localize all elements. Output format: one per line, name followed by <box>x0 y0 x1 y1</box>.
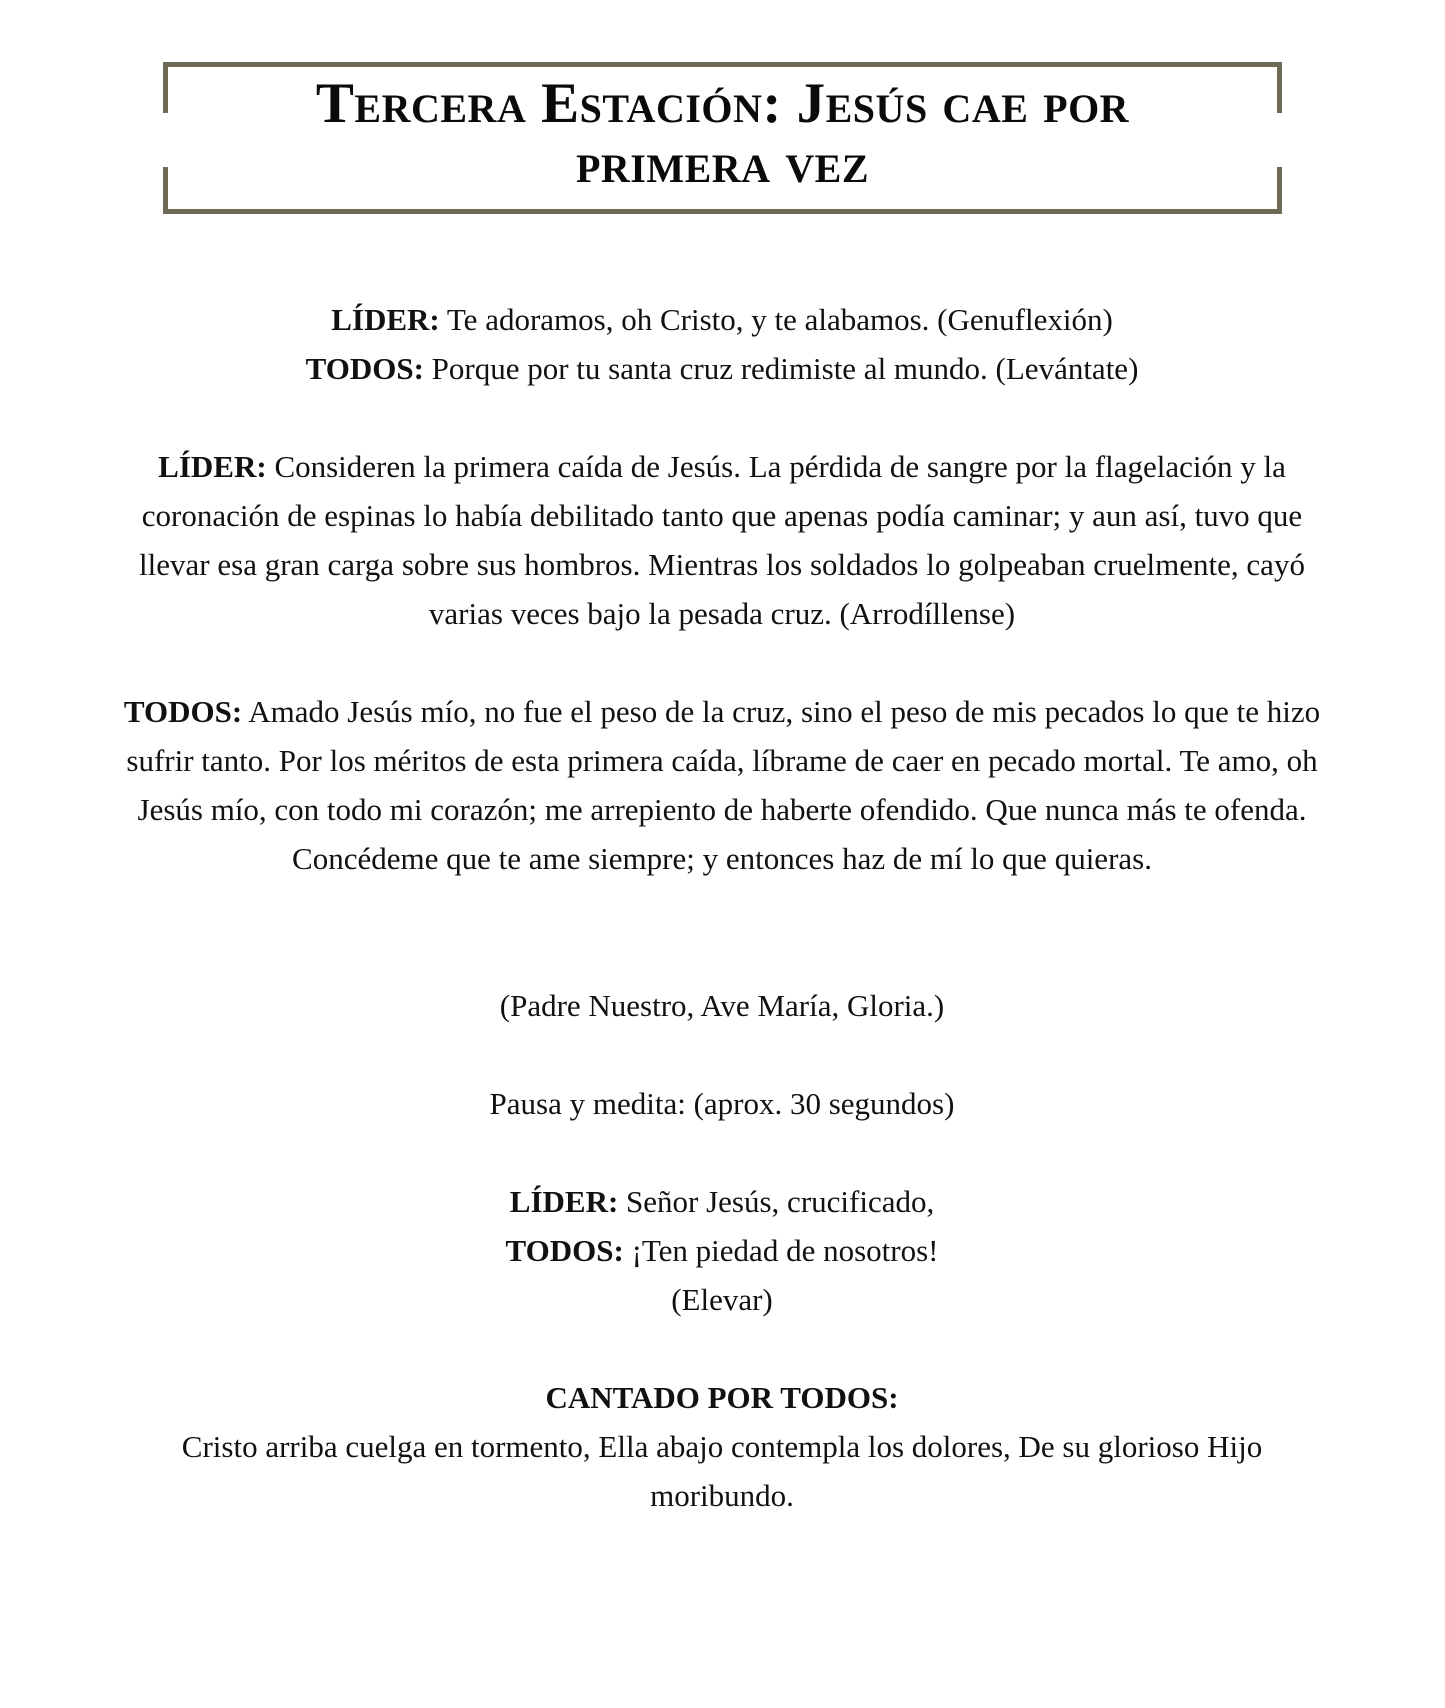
opening-all-text: Porque por tu santa cruz redimiste al mundo. (Levántate) <box>423 351 1139 386</box>
prayer-paragraph <box>122 687 1322 883</box>
all-label: TODOS: <box>123 694 243 729</box>
closing-all-text: ¡Ten piedad de nosotros! <box>623 1233 939 1268</box>
page-title-line-2: primera vez <box>575 132 870 195</box>
hymn-block <box>122 1373 1322 1520</box>
page-title <box>163 74 1282 194</box>
page-title-line-1: Tercera Estación: Jesús cae por <box>315 72 1130 135</box>
closing-leader-line <box>122 1177 1322 1226</box>
closing-instruction: (Elevar) <box>671 1282 773 1317</box>
station-content <box>122 295 1322 1569</box>
title-frame <box>163 62 1282 214</box>
leader-label: LÍDER: <box>331 302 440 337</box>
pause-note: Pausa y medita: (aprox. 30 segundos) <box>489 1086 955 1121</box>
opening-versicle <box>122 295 1322 393</box>
prayers-note: (Padre Nuestro, Ave María, Gloria.) <box>499 988 945 1023</box>
leader-label: LÍDER: <box>509 1184 619 1219</box>
meditation-paragraph <box>122 442 1322 638</box>
opening-all-line <box>122 344 1322 393</box>
frame-bottom-border <box>163 209 1282 214</box>
frame-top-border <box>163 62 1282 67</box>
opening-leader-line <box>122 295 1322 344</box>
meditation-text: Consideren la primera caída de Jesús. La pérdida de sangre por la flagelación y la coronación de espinas lo había debilitado tanto que apenas podía caminar; y aun así, tuvo que llevar esa gran carga sobre sus hombros. Mientras los soldados lo golpeaban cruelmente, cayó varias veces bajo la pesada cruz. (Arrodíllense) <box>139 449 1305 631</box>
closing-all-line <box>122 1226 1322 1275</box>
leader-label: LÍDER: <box>158 449 267 484</box>
prayer-text: Amado Jesús mío, no fue el peso de la cruz, sino el peso de mis pecados lo que te hizo sufrir tanto. Por los méritos de esta primera caída, líbrame de caer en pecado mortal. Te amo, oh Jesús mío, con todo mi corazón; me arrepiento de haberte ofendido. Que nunca más te ofenda. Concédeme que te ame siempre; y entonces haz de mí lo que quieras. <box>126 694 1321 876</box>
all-label: TODOS: <box>305 351 424 386</box>
opening-leader-text: Te adoramos, oh Cristo, y te alabamos. (Genuflexión) <box>439 302 1113 337</box>
closing-versicle <box>122 1177 1322 1324</box>
hymn-text: Cristo arriba cuelga en tormento, Ella abajo contempla los dolores, De su glorioso Hijo moribundo. <box>181 1429 1263 1513</box>
closing-leader-text: Señor Jesús, crucificado, <box>618 1184 935 1219</box>
all-label: TODOS: <box>505 1233 624 1268</box>
hymn-heading: CANTADO POR TODOS: <box>545 1380 899 1415</box>
